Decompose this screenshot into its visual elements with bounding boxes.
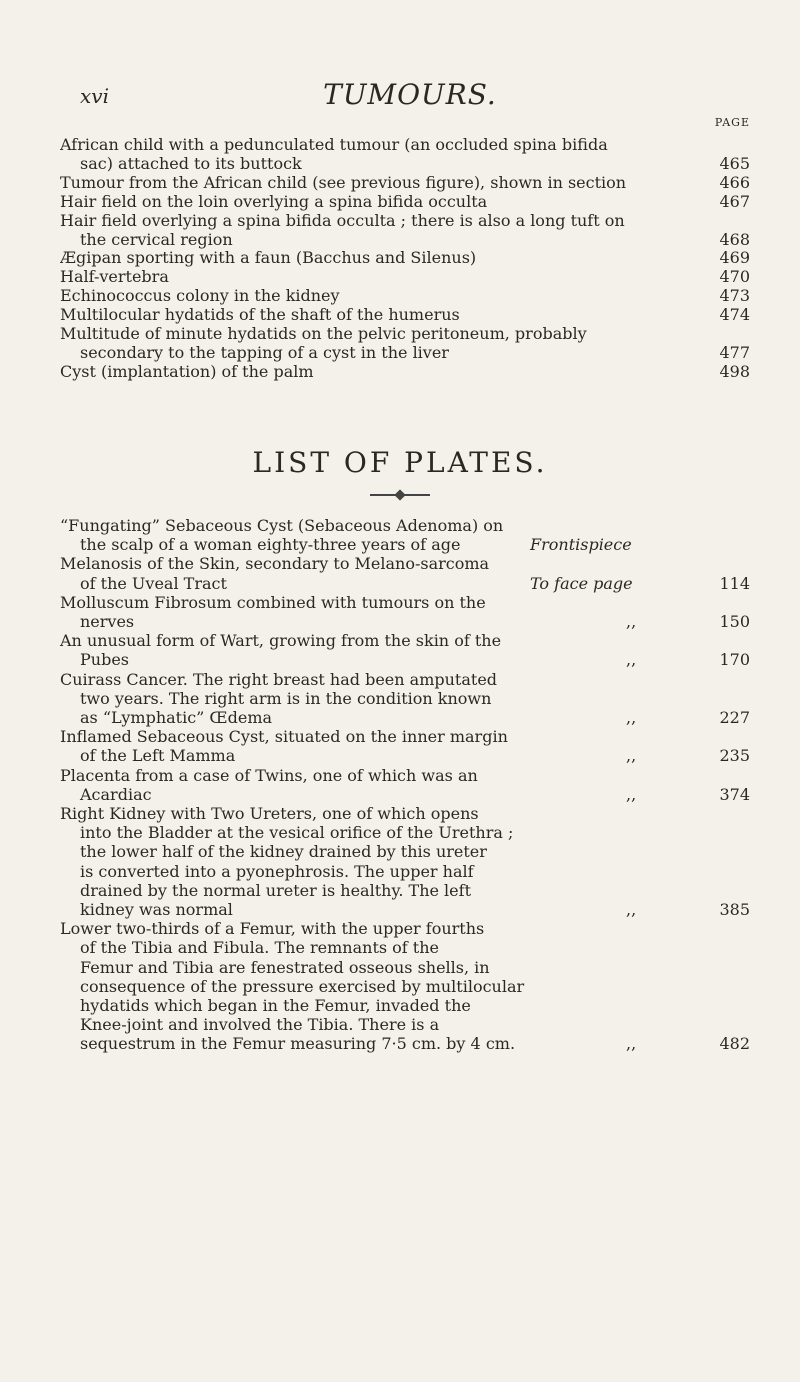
- plate-caption: [60, 766, 540, 804]
- plate-caption: [60, 631, 540, 669]
- ditto-mark: ,,: [626, 746, 637, 766]
- figure-caption-line: Echinococcus colony in the kidney: [60, 287, 340, 306]
- ditto-mark: ,,: [626, 612, 637, 632]
- plate-caption-line: “Fungating” Sebaceous Cyst (Sebaceous Adenoma) on: [60, 516, 504, 535]
- plate-caption-line: of the Tibia and Fibula. The remnants of the: [80, 938, 440, 958]
- plate-entry: [60, 804, 760, 919]
- figure-entry: [60, 174, 750, 193]
- plate-caption-line: Molluscum Fibrosum combined with tumours on the: [60, 592, 486, 612]
- figure-page-number: 474: [713, 306, 750, 325]
- figure-entry: [60, 325, 750, 363]
- plate-location: To face page: [530, 573, 633, 593]
- figure-caption-line: Hair field on the loin overlying a spina bifida occulta: [60, 192, 488, 211]
- figure-caption-line: Multilocular hydatids of the shaft of the humerus: [60, 306, 460, 325]
- plate-caption-line: nerves: [80, 612, 135, 632]
- figure-page-number: 468: [713, 231, 750, 250]
- figure-caption-line: secondary to the tapping of a cyst in the liver: [80, 343, 449, 362]
- plate-entry: [60, 593, 760, 631]
- plate-caption: [60, 727, 540, 765]
- plate-caption-line: Right Kidney with Two Ureters, one of which opens: [60, 804, 479, 824]
- plate-page-number: 150: [719, 612, 750, 632]
- plate-caption-line: hydatids which began in the Femur, invaded the: [80, 996, 471, 1016]
- figure-page-number: 465: [713, 155, 750, 174]
- plate-entry: [60, 670, 760, 728]
- plate-entry: [60, 554, 760, 592]
- plate-list: [60, 516, 760, 1054]
- figure-page-number: 477: [713, 344, 750, 363]
- figure-caption-line: Cyst (implantation) of the palm: [60, 362, 314, 381]
- plate-caption-line: kidney was normal: [80, 900, 233, 920]
- plate-caption-line: into the Bladder at the vesical orifice of the Urethra ;: [80, 823, 514, 843]
- figure-entry: [60, 287, 750, 306]
- page-folio: xvi: [80, 84, 109, 108]
- plate-caption-line: of the Uveal Tract: [80, 573, 227, 593]
- figure-page-number: 473: [713, 287, 750, 306]
- figure-entry: [60, 212, 750, 250]
- page-header: [60, 78, 760, 118]
- figure-page-number: 470: [713, 268, 750, 287]
- figure-caption-line: sac) attached to its buttock: [80, 154, 302, 173]
- plate-caption-line: Placenta from a case of Twins, one of which was an: [60, 765, 478, 785]
- plate-entry: [60, 919, 760, 1053]
- plate-page-number: 374: [719, 784, 750, 804]
- ditto-mark: ,,: [626, 900, 637, 920]
- ditto-mark: ,,: [626, 650, 637, 670]
- figure-caption-line: Tumour from the African child (see previous figure), shown in section: [60, 173, 627, 192]
- plate-caption: [60, 593, 540, 631]
- plate-entry: [60, 631, 760, 669]
- plate-caption-line: Lower two-thirds of a Femur, with the upper fourths: [60, 919, 485, 939]
- plate-caption: [60, 554, 540, 592]
- figure-caption-line: Hair field overlying a spina bifida occulta ; there is also a long tuft on: [60, 211, 625, 230]
- plate-caption: [60, 516, 540, 554]
- figure-page-number: 466: [713, 174, 750, 193]
- plate-entry: [60, 727, 760, 765]
- figure-entry: [60, 306, 750, 325]
- ditto-mark: ,,: [626, 784, 637, 804]
- plate-page-number: 482: [719, 1034, 750, 1054]
- figure-page-number: 469: [713, 249, 750, 268]
- figure-caption-line: African child with a pedunculated tumour (an occluded spina bifida: [60, 136, 608, 154]
- plate-caption-line: consequence of the pressure exercised by multilocular: [80, 976, 525, 996]
- plate-caption: [60, 670, 540, 728]
- plate-page-number: 235: [719, 746, 750, 766]
- plate-caption-line: the lower half of the kidney drained by this ureter: [80, 842, 487, 862]
- plate-caption-line: Femur and Tibia are fenestrated osseous shells, in: [80, 957, 490, 977]
- plate-caption-line: Acardiac: [80, 784, 152, 804]
- figure-caption-line: Ægipan sporting with a faun (Bacchus and Silenus): [60, 249, 477, 268]
- figure-entry: [60, 363, 750, 382]
- plates-title: LIST OF PLATES.: [252, 446, 548, 479]
- plate-entry: [60, 766, 760, 804]
- plate-caption-line: sequestrum in the Femur measuring 7·5 cm. by 4 cm.: [80, 1034, 516, 1054]
- figure-caption-line: the cervical region: [80, 230, 233, 249]
- figure-page-number: 498: [713, 363, 750, 382]
- figure-list: [60, 136, 750, 382]
- plate-caption-line: two years. The right arm is in the condition known: [80, 688, 492, 708]
- plate-page-number: 170: [719, 650, 750, 670]
- figure-entry: [60, 268, 750, 287]
- figure-caption-line: Half-vertebra: [60, 268, 169, 287]
- plate-caption-line: Pubes: [80, 650, 129, 670]
- plate-caption-line: Melanosis of the Skin, secondary to Melano-sarcoma: [60, 554, 490, 574]
- ditto-mark: ,,: [626, 1034, 637, 1054]
- plate-caption: [60, 919, 540, 1053]
- plate-caption-line: Inflamed Sebaceous Cyst, situated on the inner margin: [60, 727, 508, 747]
- plate-caption-line: as “Lymphatic” Œdema: [80, 708, 273, 728]
- plate-page-number: 114: [719, 573, 750, 593]
- plate-caption-line: drained by the normal ureter is healthy. The left: [80, 880, 471, 900]
- plate-caption: [60, 804, 540, 919]
- plate-caption-line: Cuirass Cancer. The right breast had been amputated: [60, 669, 498, 689]
- plate-caption-line: is converted into a pyonephrosis. The upper half: [80, 861, 474, 881]
- plate-page-number: 385: [719, 900, 750, 920]
- plate-caption-line: Knee-joint and involved the Tibia. There is a: [80, 1015, 440, 1035]
- figure-entry: [60, 136, 750, 174]
- figure-page-number: 467: [713, 193, 750, 212]
- figure-entry: [60, 193, 750, 212]
- plate-location: Frontispiece: [530, 535, 632, 555]
- figure-caption-line: Multitude of minute hydatids on the pelvic peritoneum, probably: [60, 325, 587, 344]
- running-title: TUMOURS.: [323, 78, 497, 111]
- plate-entry: [60, 516, 760, 554]
- plate-caption-line: the scalp of a woman eighty-three years of age: [80, 535, 461, 555]
- plate-caption-line: An unusual form of Wart, growing from the skin of the: [60, 631, 502, 651]
- ornamental-rule: [370, 494, 430, 496]
- figure-entry: [60, 249, 750, 268]
- plate-page-number: 227: [719, 708, 750, 728]
- ditto-mark: ,,: [626, 708, 637, 728]
- page-column-label: PAGE: [714, 116, 750, 129]
- plate-caption-line: of the Left Mamma: [80, 746, 236, 766]
